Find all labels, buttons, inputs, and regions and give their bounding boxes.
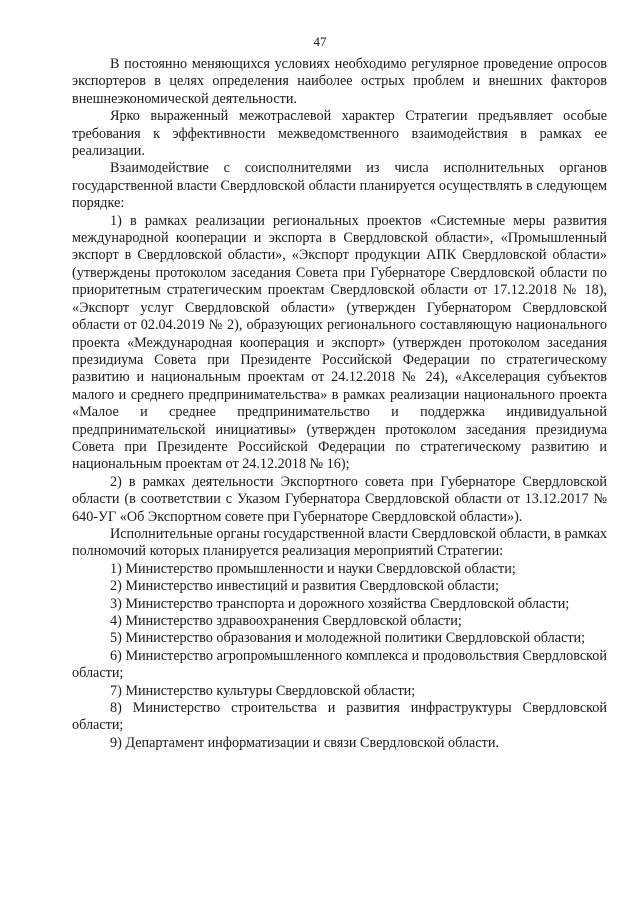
document-body: [72, 56, 607, 752]
list-item-ministry-health: 4) Министерство здравоохранения Свердловской области;: [110, 613, 462, 629]
paragraph-item-2-export-council: 2) в рамках деятельности Экспортного совета при Губернаторе Свердловской области (в соответствии с Указом Губернатора Свердловской области от 13.12.2017 № 640-УГ «Об Экспортном совете при Губернаторе Свердловской области»).: [72, 473, 607, 525]
list-item-ministry-education: 5) Министерство образования и молодежной политики Свердловской области;: [110, 630, 586, 647]
list-item-department-it: 9) Департамент информатизации и связи Свердловской области.: [110, 734, 499, 751]
paragraph-executive-bodies: Исполнительные органы государственной власти Свердловской области, в рамках полномочий которых планируется реализация мероприятий Стратегии:: [72, 525, 607, 560]
list-item-ministry-industry: 1) Министерство промышленности и науки Свердловской области;: [110, 560, 516, 577]
paragraph-interaction: Взаимодействие с соисполнителями из числа исполнительных органов государственной власти Свердловской области планируется осуществлять в следующем порядке:: [72, 160, 607, 212]
list-item-ministry-agriculture: 6) Министерство агропромышленного комплекса и продовольствия Свердловской области;: [72, 647, 607, 682]
list-item-ministry-culture: 7) Министерство культуры Свердловской области;: [110, 682, 416, 699]
list-item-ministry-transport: 3) Министерство транспорта и дорожного хозяйства Свердловской области;: [110, 595, 570, 612]
paragraph-cross-sector: Ярко выраженный межотраслевой характер Стратегии предъявляет особые требования к эффективности межведомственного взаимодействия в рамках ее реализации.: [72, 108, 607, 160]
paragraph-survey: В постоянно меняющихся условиях необходимо регулярное проведение опросов экспортеров в целях определения наиболее острых проблем и внешних факторов внешнеэкономической деятельности.: [72, 56, 607, 107]
list-item-ministry-construction: 8) Министерство строительства и развития инфраструктуры Свердловской области;: [72, 700, 607, 734]
list-item-ministry-investment: 2) Министерство инвестиций и развития Свердловской области;: [110, 578, 499, 595]
page-number: 47: [313, 34, 327, 49]
paragraph-item-1-regional-projects: 1) в рамках реализации региональных проектов «Системные меры развития международной кооперации и экспорта в Свердловской области», «Промышленный экспорт в Свердловской области», «Экспорт продукции АПК Свердловской области» (утверждены протоколом заседания Совета при Губернаторе Свердловской области по приоритетным стратегическим проектам Свердловской области от 17.12.2018 № 18), «Экспорт услуг Свердловской области» (утвержден Губернатором Свердловской области от 02.04.2019 № 2), образующих регионального составляющую национального проекта «Международная кооперация и экспорт» (утвержден протоколом заседания президиума Совета при Президенте Российской Федерации по стратегическому развитию и национальным проектам от 24.12.2018 № 24), «Акселерация субъектов малого и среднего предпринимательства» в рамках реализации национального проекта «Малое и среднее предпринимательство и поддержка индивидуальной предпринимательской инициативы» (утвержден протоколом заседания президиума Совета при Президенте Российской Федерации по стратегическому развитию и национальным проектам от 24.12.2018 № 16);: [72, 212, 607, 473]
